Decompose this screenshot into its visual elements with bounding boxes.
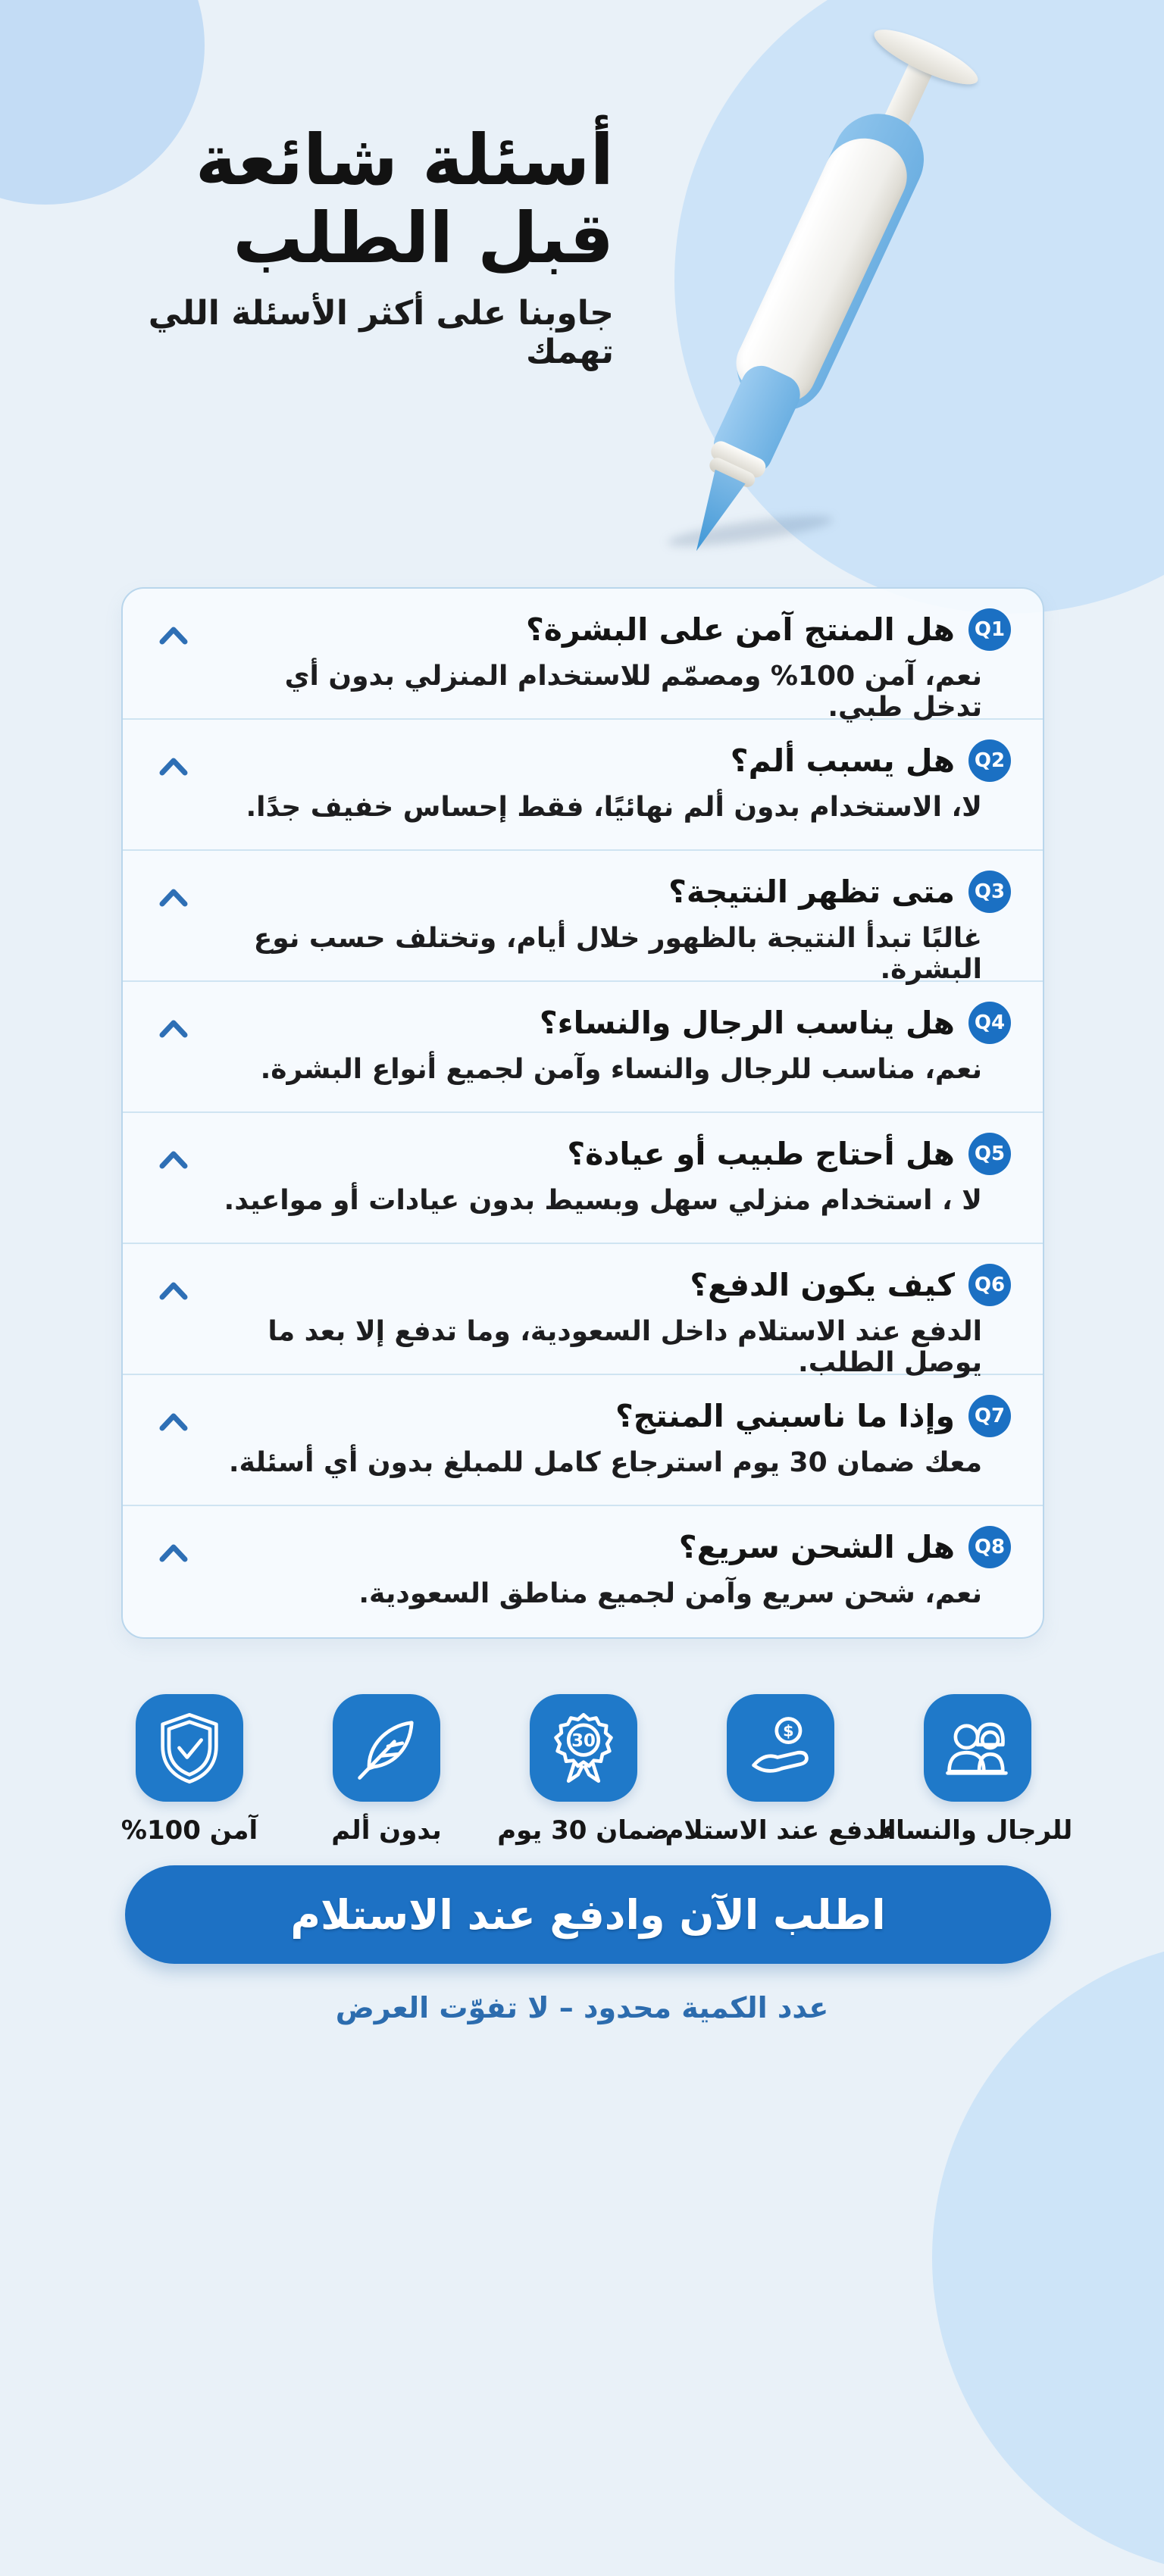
answer-text: لا، الاستخدام بدون ألم نهائيًا، فقط إحساس خفيف جدًا. — [246, 792, 982, 823]
answer-text: الدفع عند الاستلام داخل السعودية، وما تدفع إلا بعد ما يوصل الطلب. — [268, 1316, 982, 1378]
feature-painless — [303, 1694, 470, 1846]
page-subtitle: جاوبنا على أكثر الأسئلة اللي تهمك — [148, 294, 614, 372]
order-now-button[interactable]: اطلب الآن وادفع عند الاستلام — [125, 1865, 1051, 1964]
question-text: هل المنتج آمن على البشرة؟ — [525, 611, 955, 648]
feature-men-women — [882, 1694, 1073, 1846]
question-number-badge: Q4 — [968, 1002, 1011, 1044]
faq-item-q3[interactable] — [123, 851, 1043, 985]
feature-guarantee-30 — [497, 1694, 670, 1846]
faq-item-q2[interactable] — [123, 720, 1043, 851]
question-text: هل الشحن سريع؟ — [678, 1529, 955, 1565]
question-text: كيف يكون الدفع؟ — [690, 1267, 955, 1303]
chevron-up-icon[interactable] — [158, 1410, 189, 1433]
answer-text: لا ، استخدام منزلي سهل وبسيط بدون عيادات أو مواعيد. — [224, 1185, 982, 1216]
faq-item-q4[interactable] — [123, 982, 1043, 1113]
limited-quantity-note: عدد الكمية محدود – لا تفوّت العرض — [335, 1991, 829, 2024]
question-number-badge: Q8 — [968, 1526, 1011, 1568]
answer-text: غالبًا تبدأ النتيجة بالظهور خلال أيام، وتختلف حسب نوع البشرة. — [253, 923, 982, 985]
badge-number: 30 — [571, 1730, 596, 1751]
question-number-badge: Q3 — [968, 871, 1011, 913]
page-title — [83, 120, 614, 280]
faq-item-q1[interactable] — [123, 589, 1043, 723]
faq-list — [121, 587, 1044, 1639]
feature-badges-row — [106, 1694, 1073, 1846]
chevron-up-icon[interactable] — [158, 886, 189, 908]
question-text: هل أحتاج طبيب أو عيادة؟ — [567, 1136, 955, 1172]
question-text: هل يسبب ألم؟ — [730, 742, 955, 779]
header — [83, 121, 614, 371]
answer-text: نعم، آمن 100% ومصمّم للاستخدام المنزلي بدون أي تدخل طبي. — [284, 661, 982, 723]
badge-30-icon — [530, 1694, 637, 1802]
shield-check-icon — [136, 1694, 243, 1802]
question-number-badge: Q1 — [968, 608, 1011, 651]
feature-label: آمن 100% — [120, 1815, 258, 1846]
cash-on-delivery-icon — [727, 1694, 834, 1802]
feature-safe — [106, 1694, 273, 1846]
background-blob-bottom-right — [932, 1940, 1164, 2576]
question-text: وإذا ما ناسبني المنتج؟ — [615, 1398, 955, 1434]
answer-text: نعم، شحن سريع وآمن لجميع مناطق السعودية. — [358, 1578, 982, 1609]
faq-item-q7[interactable] — [123, 1375, 1043, 1506]
faq-item-q8[interactable] — [123, 1506, 1043, 1637]
question-number-badge: Q5 — [968, 1133, 1011, 1175]
chevron-up-icon[interactable] — [158, 755, 189, 777]
feature-cash-on-delivery — [665, 1694, 896, 1846]
feather-icon — [333, 1694, 440, 1802]
coin-dollar-symbol: $ — [783, 1721, 794, 1740]
question-number-badge: Q2 — [968, 739, 1011, 782]
feature-label: للرجال والنساء — [882, 1815, 1073, 1846]
question-number-badge: Q6 — [968, 1264, 1011, 1306]
answer-text: معك ضمان 30 يوم استرجاع كامل للمبلغ بدون أي أسئلة. — [228, 1447, 982, 1478]
question-number-badge: Q7 — [968, 1395, 1011, 1437]
chevron-up-icon[interactable] — [158, 624, 189, 646]
faq-item-q5[interactable] — [123, 1113, 1043, 1244]
answer-text: نعم، مناسب للرجال والنساء وآمن لجميع أنواع البشرة. — [260, 1054, 982, 1085]
question-text: هل يناسب الرجال والنساء؟ — [539, 1005, 955, 1041]
page-title-line1: أسئلة شائعة — [195, 120, 614, 201]
men-women-icon — [924, 1694, 1031, 1802]
feature-label: الدفع عند الاستلام — [665, 1815, 896, 1846]
faq-item-q6[interactable] — [123, 1244, 1043, 1378]
chevron-up-icon[interactable] — [158, 1017, 189, 1039]
page-title-line2: قبل الطلب — [233, 198, 614, 280]
feature-label: بدون ألم — [331, 1815, 442, 1846]
chevron-up-icon[interactable] — [158, 1148, 189, 1171]
feature-label: ضمان 30 يوم — [497, 1815, 670, 1846]
question-text: متى تظهر النتيجة؟ — [668, 874, 955, 910]
chevron-up-icon[interactable] — [158, 1541, 189, 1564]
chevron-up-icon[interactable] — [158, 1279, 189, 1302]
